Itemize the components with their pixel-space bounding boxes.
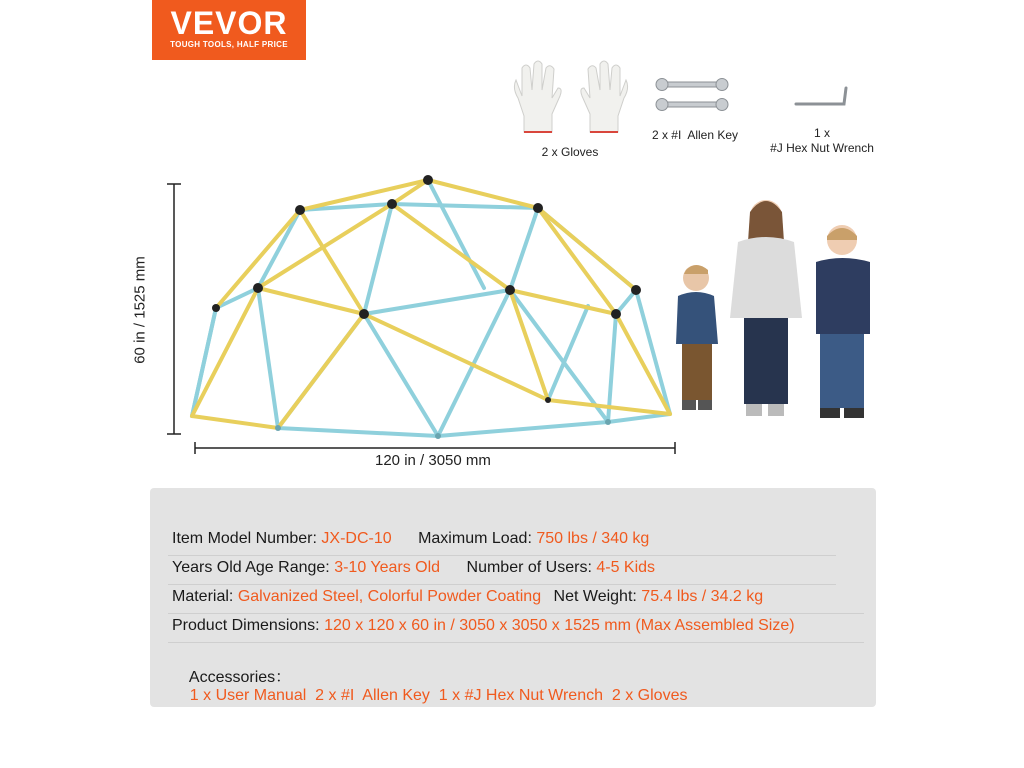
spec-row-model-load bbox=[172, 530, 649, 548]
dome-climber-illustration bbox=[188, 170, 678, 445]
hex-nut-wrench-name: #J Hex Nut Wrench bbox=[770, 141, 874, 155]
age-value: 3-10 Years Old bbox=[334, 559, 441, 576]
gloves-label: 2 x Gloves bbox=[541, 145, 599, 159]
hex-nut-wrench-qty: 1 x bbox=[813, 126, 830, 140]
logo-tagline: TOUGH TOOLS, HALF PRICE bbox=[170, 40, 288, 49]
divider bbox=[168, 613, 864, 614]
specifications-panel bbox=[150, 488, 876, 707]
divider bbox=[168, 642, 864, 643]
height-dimension-text: 60 in / 1525 mm bbox=[131, 256, 149, 364]
spec-row-accessories bbox=[172, 646, 687, 723]
spec-row-material-weight bbox=[172, 588, 763, 606]
gloves-icon bbox=[508, 58, 634, 140]
accessories-label: Accessories： bbox=[188, 669, 292, 686]
users-label: Number of Users: bbox=[466, 559, 592, 576]
width-dimension-text: 120 in / 3050 mm bbox=[375, 452, 491, 469]
model-label: Item Model Number: bbox=[172, 530, 317, 547]
divider bbox=[168, 555, 836, 556]
users-value: 4-5 Kids bbox=[596, 559, 656, 576]
children-illustration bbox=[664, 186, 880, 430]
allen-key-icon bbox=[654, 76, 730, 116]
model-value: JX-DC-10 bbox=[321, 530, 392, 547]
accessories-value: 1 x User Manual 2 x #I Allen Key 1 x #J Hex Nut Wrench 2 x Gloves bbox=[189, 687, 688, 704]
dimensions-label: Product Dimensions: bbox=[172, 617, 320, 634]
vevor-logo bbox=[152, 0, 306, 60]
load-value: 750 lbs / 340 kg bbox=[536, 530, 650, 547]
spec-row-dimensions bbox=[172, 617, 795, 635]
allen-key-label: 2 x #I Allen Key bbox=[651, 128, 739, 142]
hex-nut-wrench-icon bbox=[794, 84, 852, 108]
age-label: Years Old Age Range: bbox=[172, 559, 330, 576]
divider bbox=[168, 584, 836, 585]
hex-nut-wrench-label bbox=[752, 126, 892, 156]
dimensions-value: 120 x 120 x 60 in / 3050 x 3050 x 1525 mm (Max Assembled Size) bbox=[324, 617, 795, 634]
load-label: Maximum Load: bbox=[418, 530, 532, 547]
weight-value: 75.4 lbs / 34.2 kg bbox=[641, 588, 764, 605]
weight-label: Net Weight: bbox=[553, 588, 637, 605]
material-value: Galvanized Steel, Colorful Powder Coating bbox=[237, 588, 542, 605]
logo-brand-name: VEVOR bbox=[170, 5, 288, 41]
spec-row-age-users bbox=[172, 559, 655, 577]
material-label: Material: bbox=[172, 588, 234, 605]
height-dimension-line bbox=[162, 180, 186, 440]
